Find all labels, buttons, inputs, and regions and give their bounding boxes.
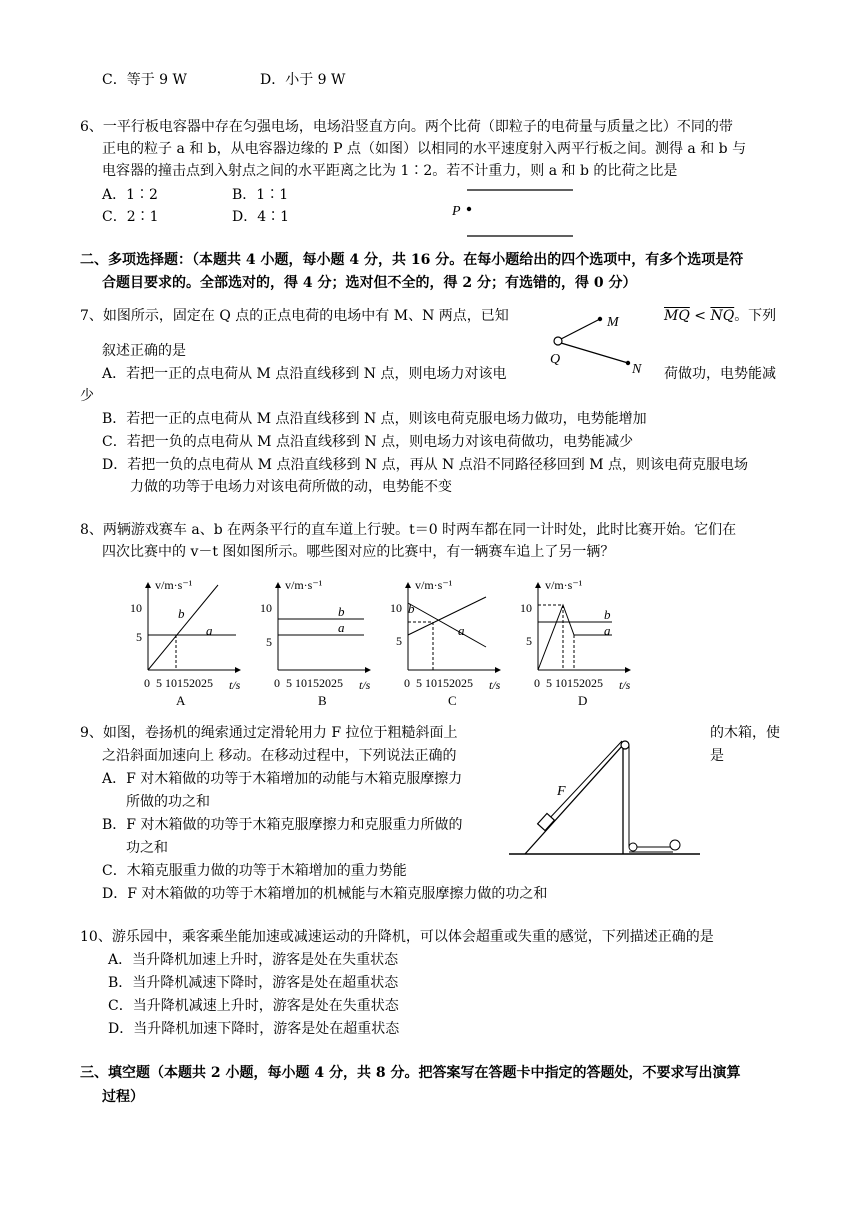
less-than-sign: <	[694, 308, 706, 324]
graph-b-ylabel: v/m·s⁻¹	[285, 578, 323, 592]
vt-graph-b	[250, 575, 385, 710]
graph-d-caption: D	[578, 693, 588, 708]
graph-d-xlabel: t/s	[619, 678, 631, 692]
graph-c-caption: C	[448, 693, 457, 708]
graph-c-line-b	[408, 597, 486, 635]
q10-line1: 10、游乐园中，乘客乘坐能加速或减速运动的升降机，可以体会超重或失重的感觉，下列描述正确的是	[80, 929, 714, 945]
q7-condition	[664, 306, 776, 326]
q8-line1: 8、两辆游戏赛车 a、b 在两条平行的直车道上行驶。t＝0 时两车都在同一计时处，此时比赛开始。它们在	[80, 522, 737, 538]
charge-field-figure	[540, 305, 650, 377]
q10-option-a: A．当升降机加速上升时，游客是处在失重状态	[108, 952, 399, 968]
graph-b-caption: B	[318, 693, 327, 708]
capacitor-figure	[445, 182, 580, 242]
graph-d-label-b: b	[604, 607, 611, 622]
graph-b-xticks: 0 5 10152025	[274, 676, 343, 690]
q7-option-a: A．若把一正的点电荷从 M 点沿直线移到 N 点，则电场力对该电	[102, 366, 507, 382]
q7-option-d-wrap: 力做的功等于电场力对该电荷所做的动，电势能不变	[130, 479, 452, 495]
q9-option-b-wrap: 功之和	[126, 840, 168, 856]
q9-line1: 9、如图，卷扬机的绳索通过定滑轮用力 F 拉位于粗糙斜面上	[80, 725, 458, 741]
graph-d-y10: 10	[520, 601, 532, 615]
charge-q-point	[554, 337, 562, 345]
q6-option-c: C．2∶1	[102, 209, 159, 225]
graph-a-label-b: b	[178, 606, 185, 621]
graph-b-y10: 10	[260, 601, 272, 615]
graph-c-y5: 5	[396, 634, 402, 648]
q9-option-c: C．木箱克服重力做的功等于木箱增加的重力势能	[102, 863, 407, 879]
q7-line1-tail: 。下列	[734, 308, 777, 324]
graph-a-y10: 10	[130, 601, 142, 615]
graph-c-ylabel: v/m·s⁻¹	[415, 578, 453, 592]
q7-option-d: D．若把一负的点电荷从 M 点沿直线移到 N 点，再从 N 点沿不同路径移回到 M 点，则该电荷克服电场	[102, 457, 748, 473]
graph-a-caption: A	[176, 693, 186, 708]
graph-d-ylabel: v/m·s⁻¹	[545, 578, 583, 592]
q8-line2: 四次比赛中的 v－t 图如图所示。哪些图对应的比赛中，有一辆赛车追上了另一辆？	[102, 544, 615, 560]
section2-heading-line2: 合题目要求的。全部选对的，得 4 分；选对但不全的，得 2 分；有选错的，得 0 分）	[102, 275, 637, 291]
vt-graph-d	[510, 575, 645, 710]
q7-option-a-wrap: 少	[80, 388, 94, 404]
label-n: N	[632, 362, 642, 377]
graph-b-xlabel: t/s	[359, 678, 371, 692]
force-f-label: F	[557, 784, 566, 799]
q9-line2: 之沿斜面加速向上 移动。在移动过程中，下列说法正确的	[102, 748, 457, 764]
q6-line1: 6、一平行板电容器中存在匀强电场，电场沿竖直方向。两个比荷（即粒子的电荷量与质量之比）不同的带	[80, 119, 733, 135]
graph-c-label-a: a	[458, 623, 465, 638]
label-m: M	[607, 315, 619, 330]
graph-b-y5: 5	[266, 635, 272, 649]
q6-option-a: A．1∶2	[102, 187, 158, 203]
section3-heading-line2: 过程）	[102, 1089, 144, 1105]
q10-option-b: B．当升降机减速下降时，游客是处在超重状态	[108, 975, 399, 991]
pulley-icon	[621, 741, 629, 749]
q6-option-d: D．4∶1	[232, 209, 290, 225]
option-d: D．小于 9 W	[260, 72, 346, 88]
graph-b-label-a: a	[338, 620, 345, 635]
section2-heading-line1: 二、多项选择题：（本题共 4 小题，每小题 4 分，共 16 分。在每小题给出的四个选项中，有多个选项是符	[80, 252, 744, 268]
q7-option-c: C．若把一负的点电荷从 M 点沿直线移到 N 点，则电场力对该电荷做功，电势能减少	[102, 434, 634, 450]
incline-figure	[505, 737, 705, 859]
p-label: P	[452, 204, 461, 219]
graph-c-y10: 10	[390, 601, 402, 615]
q7-line1: 7、如图所示，固定在 Q 点的正点电荷的电场中有 M、N 两点，已知	[80, 308, 509, 324]
q6-option-b: B．1∶1	[232, 187, 289, 203]
option-c: C．等于 9 W	[102, 72, 187, 88]
q6-line2: 正电的粒子 a 和 b，从电容器边缘的 P 点（如图）以相同的水平速度射入两平行板之间。测得 a 和 b 与	[102, 141, 747, 157]
point-m	[598, 317, 602, 321]
q9-line1-tail: 的木箱，使	[710, 725, 780, 741]
q10-option-d: D．当升降机加速下降时，游客是处在超重状态	[108, 1021, 400, 1037]
q9-option-a-wrap: 所做的功之和	[126, 794, 210, 810]
q7-option-b: B．若把一正的点电荷从 M 点沿直线移到 N 点，则该电荷克服电场力做功，电势能增加	[102, 411, 647, 427]
vt-graph-c	[380, 575, 515, 710]
graph-a-ylabel: v/m·s⁻¹	[155, 578, 193, 592]
point-n	[626, 361, 630, 365]
q7-option-a-tail: 荷做功，电势能减	[664, 366, 776, 382]
q9-option-d: D．F 对木箱做的功等于木箱增加的机械能与木箱克服摩擦力做的功之和	[102, 886, 548, 902]
graph-c-label-b: b	[408, 601, 415, 616]
graph-c-line-a	[408, 603, 486, 647]
graph-c-xlabel: t/s	[489, 678, 501, 692]
q9-line2-tail: 是	[710, 748, 724, 764]
graph-a-xlabel: t/s	[229, 678, 241, 692]
graph-a-xticks: 0 5 10152025	[144, 676, 213, 690]
graph-d-label-a: a	[604, 623, 611, 638]
graph-c-xticks: 0 5 10152025	[404, 676, 473, 690]
section3-heading-line1: 三、填空题（本题共 2 小题，每小题 4 分，共 8 分。把答案写在答题卡中指定的答题处，不要求写出演算	[80, 1065, 741, 1081]
segment-mq: $\overline{MQ}$	[664, 308, 690, 324]
graph-a-y5: 5	[136, 630, 142, 644]
graph-a-label-a: a	[206, 623, 213, 638]
q10-option-c: C．当升降机减速上升时，游客是处在失重状态	[108, 998, 399, 1014]
graph-d-line-a	[538, 605, 612, 670]
graph-d-y5: 5	[526, 634, 532, 648]
segment-nq: $\overline{NQ}$	[710, 308, 735, 324]
graph-b-label-b: b	[338, 604, 345, 619]
label-q: Q	[550, 352, 561, 367]
vt-graph-a	[120, 575, 255, 710]
winch-drum-icon	[670, 840, 680, 850]
graph-d-xticks: 0 5 10152025	[534, 676, 603, 690]
q9-option-b: B．F 对木箱做的功等于木箱克服摩擦力和克服重力所做的	[102, 817, 463, 833]
q9-option-a: A．F 对木箱做的功等于木箱增加的动能与木箱克服摩擦力	[102, 771, 463, 787]
q7-line2: 叙述正确的是	[102, 343, 186, 359]
q6-line3: 电容器的撞击点到入射点之间的水平距离之比为 1∶2。若不计重力，则 a 和 b 的比荷之比是	[102, 163, 678, 179]
p-point	[467, 207, 471, 211]
winch-wheel-icon	[629, 843, 637, 851]
